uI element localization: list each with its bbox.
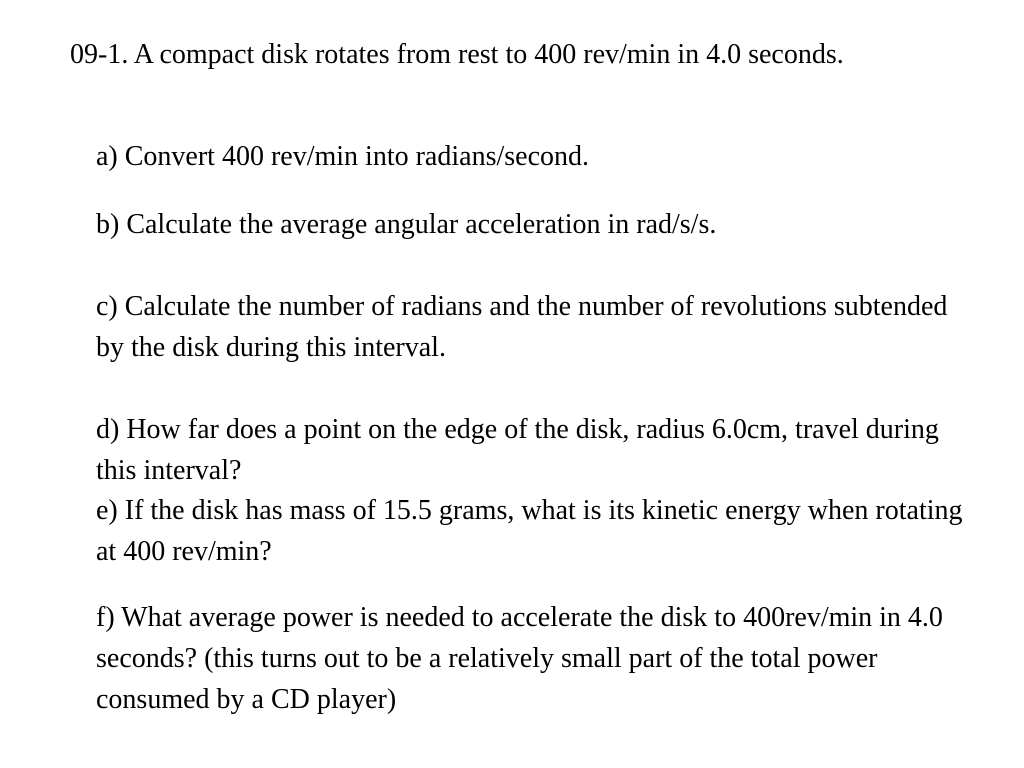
part-d-text: d) How far does a point on the edge of the disk, radius 6.0cm, travel during this interval? (96, 414, 939, 486)
part-e-text: e) If the disk has mass of 15.5 grams, what is its kinetic energy when rotating at 400 rev/min? (96, 495, 963, 567)
part-b-text: b) Calculate the average angular acceleration in rad/s/s. (96, 209, 717, 240)
part-f-text: f) What average power is needed to accelerate the disk to 400rev/min in 4.0 seconds? (this turns out to be a relatively small part of the total power consumed by a CD player) (96, 602, 943, 715)
part-a-text: a) Convert 400 rev/min into radians/second. (96, 141, 589, 172)
part-c-text: c) Calculate the number of radians and the number of revolutions subtended by the disk during this interval. (96, 291, 948, 363)
problem-title: 09-1. A compact disk rotates from rest to 400 rev/min in 4.0 seconds. (70, 39, 844, 70)
